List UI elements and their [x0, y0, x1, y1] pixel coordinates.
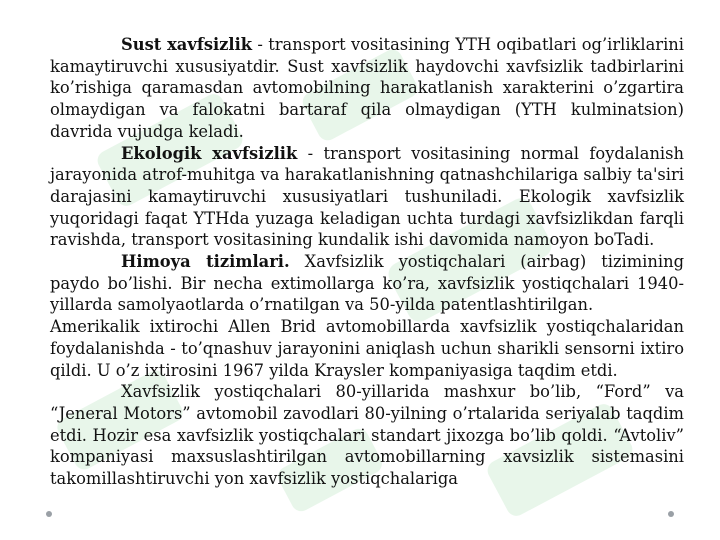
paragraph-text: Xavfsizlik yostiqchalari (airbag) tizimining paydo bo’lishi. Bir necha extimollarga ko’ra, xavfsizlik yostiqchalari 1940-yillarda samolyaotlarda o’rnatilgan va 50-yilda patentlashtirilgan.	[50, 252, 684, 315]
term-passive-safety: Sust xavfsizlik	[121, 35, 253, 54]
paragraph-allen-brid	[50, 316, 684, 381]
paragraph-passive-safety	[50, 34, 684, 143]
slide-bullet-dot	[668, 511, 674, 517]
paragraph-airbag-history	[50, 381, 684, 490]
term-ecological-safety: Ekologik xavfsizlik	[121, 143, 298, 163]
term-protection-systems: Himoya tizimlari.	[121, 252, 290, 272]
paragraph-text: Xavfsizlik yostiqchalari 80-yillarida mashxur bo’lib, “Ford” va “Jeneral Motors” avtomobil zavodlari 80-yilning o’rtalarida seriyalab taqdim etdi. Hozir esa xavfsizlik yostiqchalari standart jixozga bo’lib qoldi. “Avtoliv” kompaniyasi maxsuslashtirilgan avtomobillarning xavsizlik sistemasini takomillashtiruvchi yon xavfsizlik yostiqchalariga	[50, 382, 684, 489]
document-body	[50, 34, 684, 490]
paragraph-ecological-safety	[50, 143, 684, 252]
paragraph-text: Amerikalik ixtirochi Allen Brid avtomobillarda xavfsizlik yostiqchalaridan foydalanishda - to’qnashuv jarayonini aniqlash uchun sharikli sensorni ixtiro qildi. U o’z ixtirosini 1967 yilda Kraysler kompaniyasiga taqdim etdi.	[50, 317, 684, 380]
paragraph-protection-systems	[50, 251, 684, 316]
paragraph-text: - transport vositasining YTH oqibatlari og’irliklarini kamaytiruvchi xususiyatdir. Sust xavfsizlik haydovchi xavfsizlik tadbirlarini ko’rishiga qaramasdan avtomobilning harakatlanish xarakterini o’zgartira olmaydigan va falokatni bartaraf qila olmaydigan (YTH kulminatsion) davrida vujudga keladi.	[50, 35, 684, 141]
slide-bullet-dot	[46, 511, 52, 517]
paragraph-text: - transport vositasining normal foydalanish jarayonida atrof-muhitga va harakatlanishning qatnashchilariga salbiy ta'siri darajasini kamaytiruvchi xususiyatlari tushuniladi. Ekologik xavfsizlik yuqoridagi faqat YTHda yuzaga keladigan uchta turdagi xavfsizlikdan farqli ravishda, transport vositasining kundalik ishi davomida namoyon boTadi.	[50, 143, 684, 250]
